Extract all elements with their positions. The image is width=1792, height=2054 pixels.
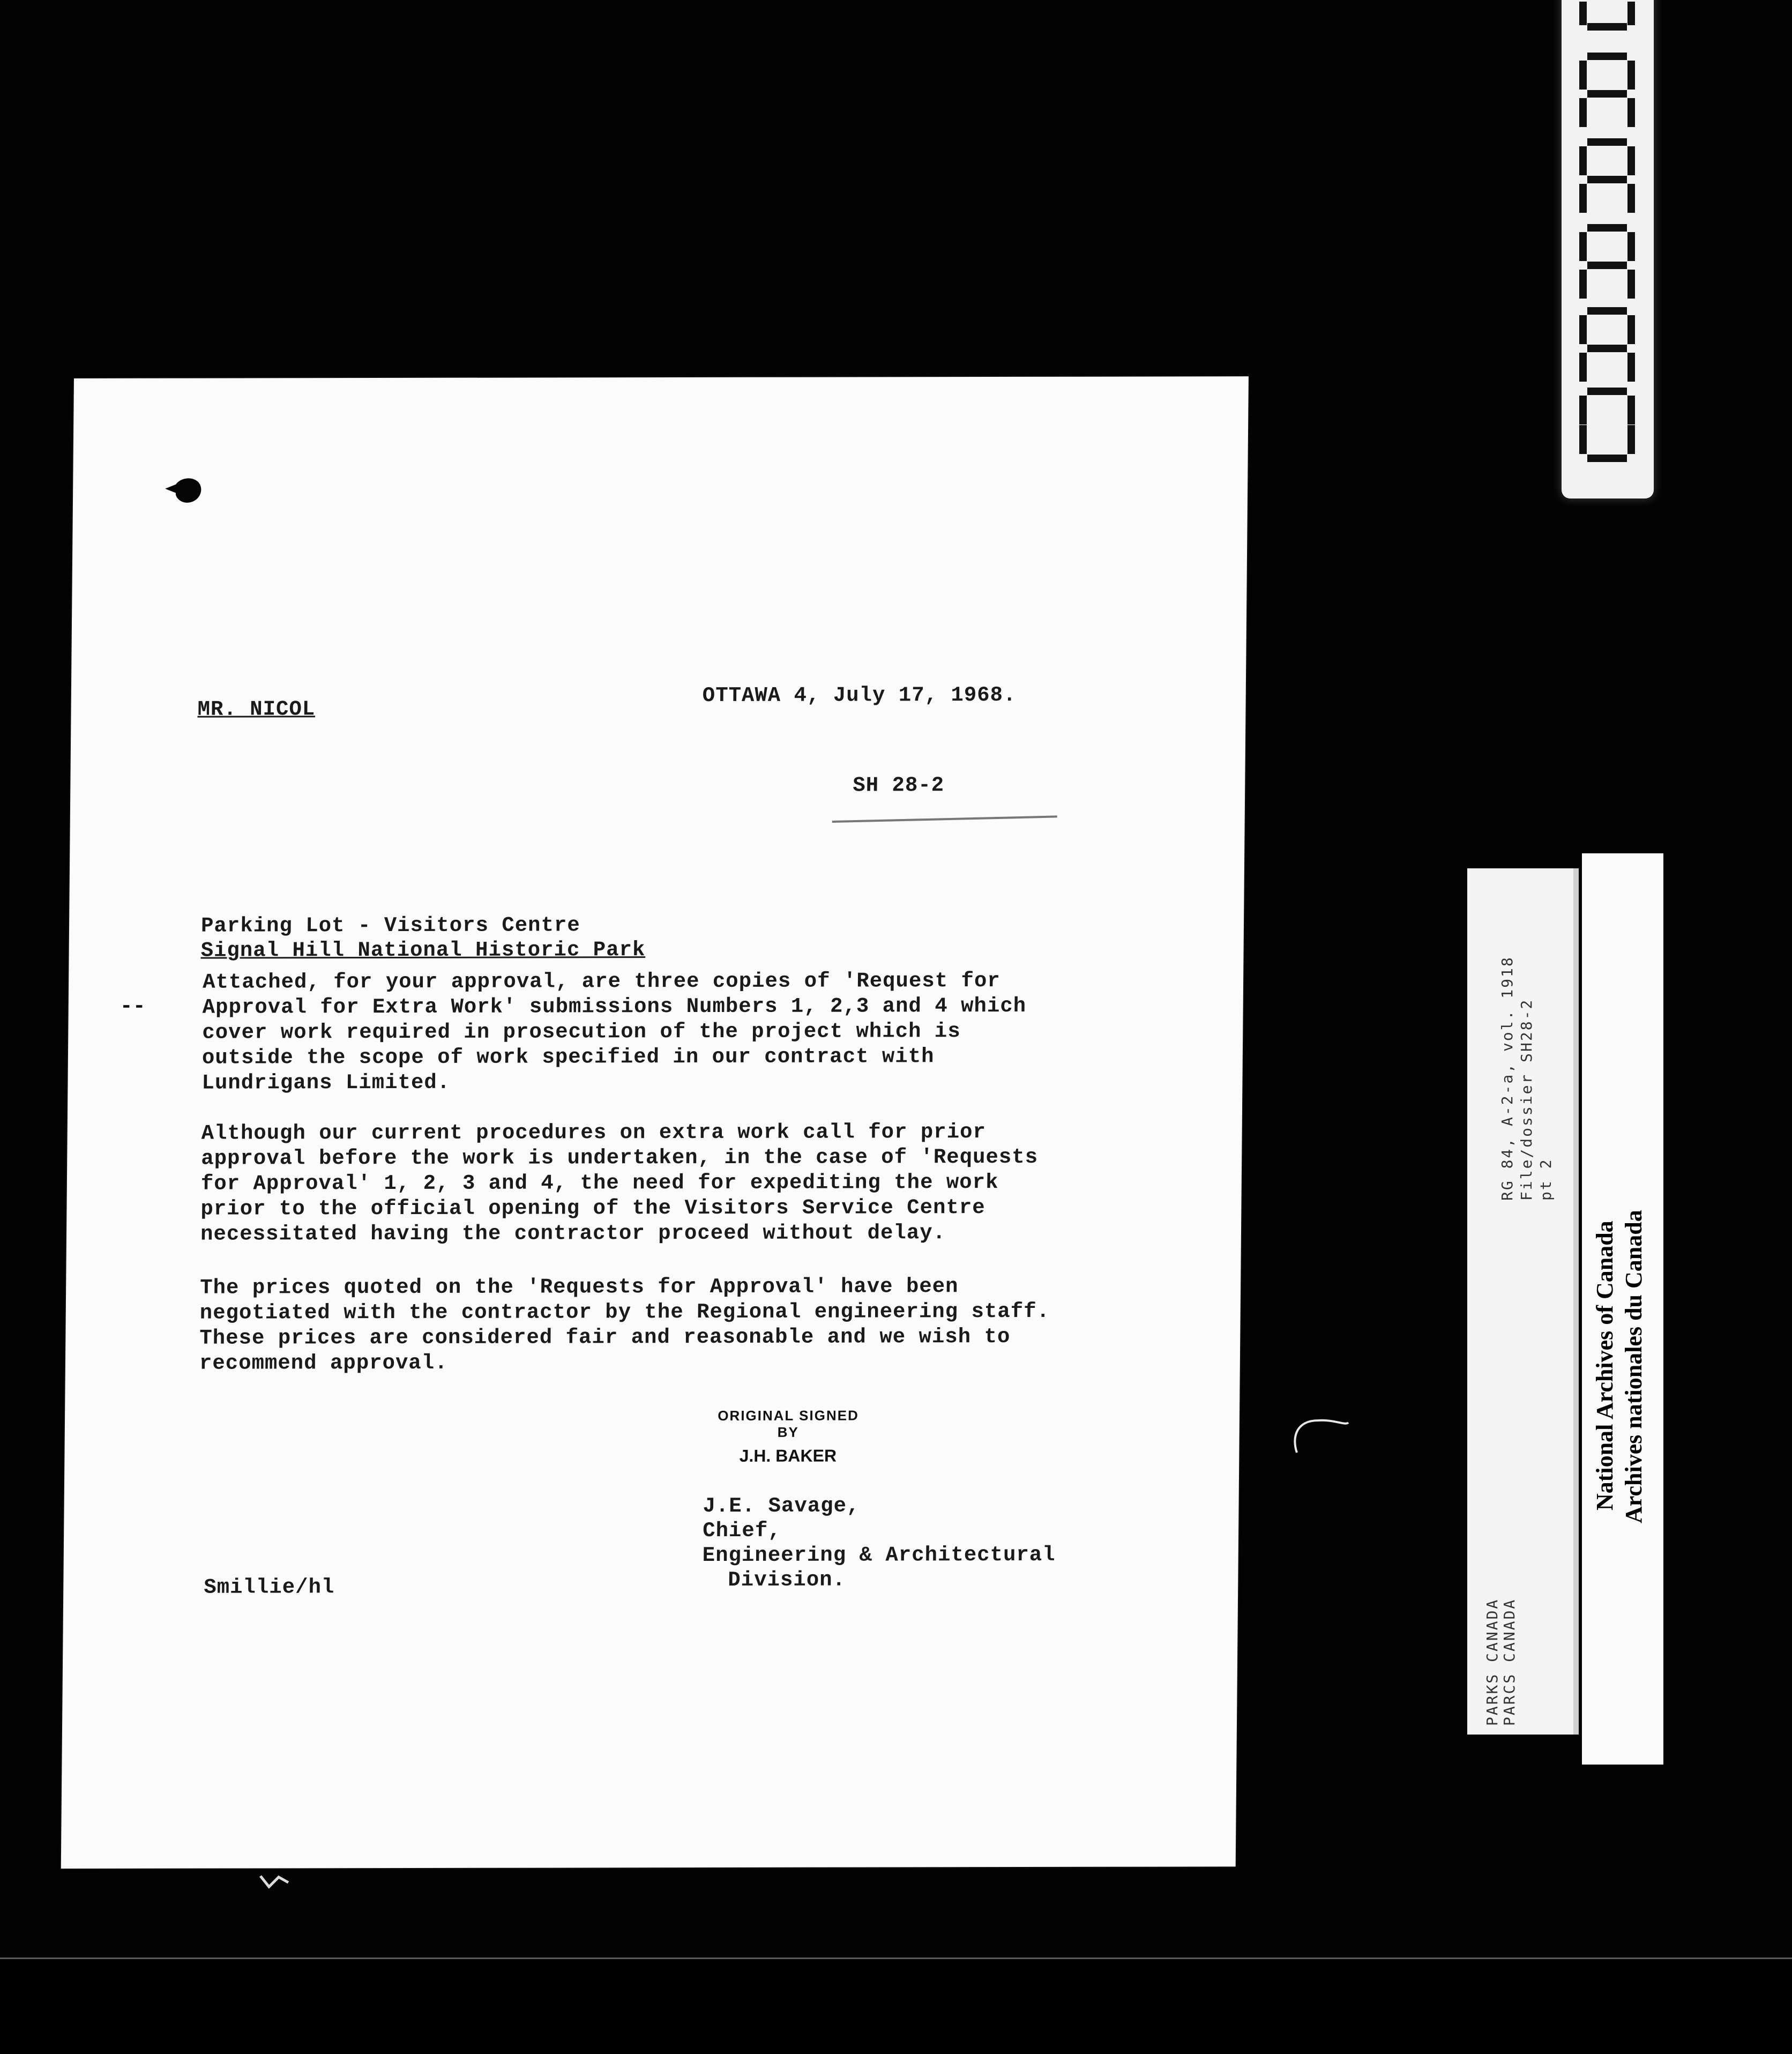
archive-reference-label — [1467, 868, 1579, 1735]
punch-hole — [164, 475, 203, 505]
signer-title-1: Chief, — [702, 1519, 781, 1543]
film-debris-mark-2 — [257, 1871, 295, 1892]
signer-name: J.E. Savage, — [703, 1494, 860, 1519]
signer-title-3: Division. — [728, 1568, 846, 1592]
parks-canada-line-1: PARKS CANADA — [1483, 1598, 1501, 1726]
file-reference: SH 28-2 — [853, 773, 945, 798]
archive-ref-line-1: RG 84, A-2-a, vol. 1918 — [1498, 956, 1516, 1201]
signature-stamp — [707, 1407, 869, 1466]
national-archives-label — [1582, 853, 1663, 1765]
margin-mark: -- — [120, 994, 146, 1019]
archive-ref-line-2: File/dossier SH28-2 — [1518, 998, 1535, 1201]
typist-initials: Smillie/hl — [204, 1575, 335, 1599]
paragraph-1: Attached, for your approval, are three copies of 'Request for Approval for Extra Work' submissions Numbers 1, 2,3 and 4 which cover work required in prosecution of the project which is outside the scope of work specified in our contract with Lundrigans Limited. — [201, 969, 1027, 1095]
parks-canada-line-2: PARCS CANADA — [1500, 1598, 1518, 1726]
frame-counter-digits — [1562, 0, 1654, 498]
place-date: OTTAWA 4, July 17, 1968. — [702, 683, 1017, 708]
archives-english: National Archives of Canada — [1592, 1221, 1618, 1510]
stamp-line-1: ORIGINAL SIGNED BY — [718, 1407, 859, 1440]
paragraph-2: Although our current procedures on extra work call for prior approval before the work is undertaken, in the case of 'Requests for Approval' 1, 2, 3 and 4, the need for expediting the work prior to the official opening of the Visitors Service Centre necessitated having the contractor proceed without delay. — [200, 1120, 1039, 1246]
subject-line-1: Parking Lot - Visitors Centre — [200, 913, 580, 938]
file-reference-underline — [832, 815, 1057, 823]
frame-counter-strip — [1562, 0, 1654, 498]
subject-line-2: Signal Hill National Historic Park — [200, 938, 646, 963]
film-edge — [0, 1958, 1792, 2054]
stamp-line-2: J.H. BAKER — [739, 1446, 837, 1465]
paragraph-3: The prices quoted on the 'Requests for Approval' have been negotiated with the contractor by the Regional engineering staff. These prices are considered fair and reasonable and we wish to recommend approval. — [199, 1275, 1050, 1375]
letter-page — [61, 376, 1249, 1869]
archive-ref-line-3: pt 2 — [1537, 1158, 1555, 1201]
archives-french: Archives nationales du Canada — [1621, 1210, 1647, 1523]
addressee: MR. NICOL — [197, 697, 316, 721]
signer-title-2: Engineering & Architectural — [702, 1543, 1056, 1568]
film-debris-mark — [1286, 1404, 1361, 1458]
